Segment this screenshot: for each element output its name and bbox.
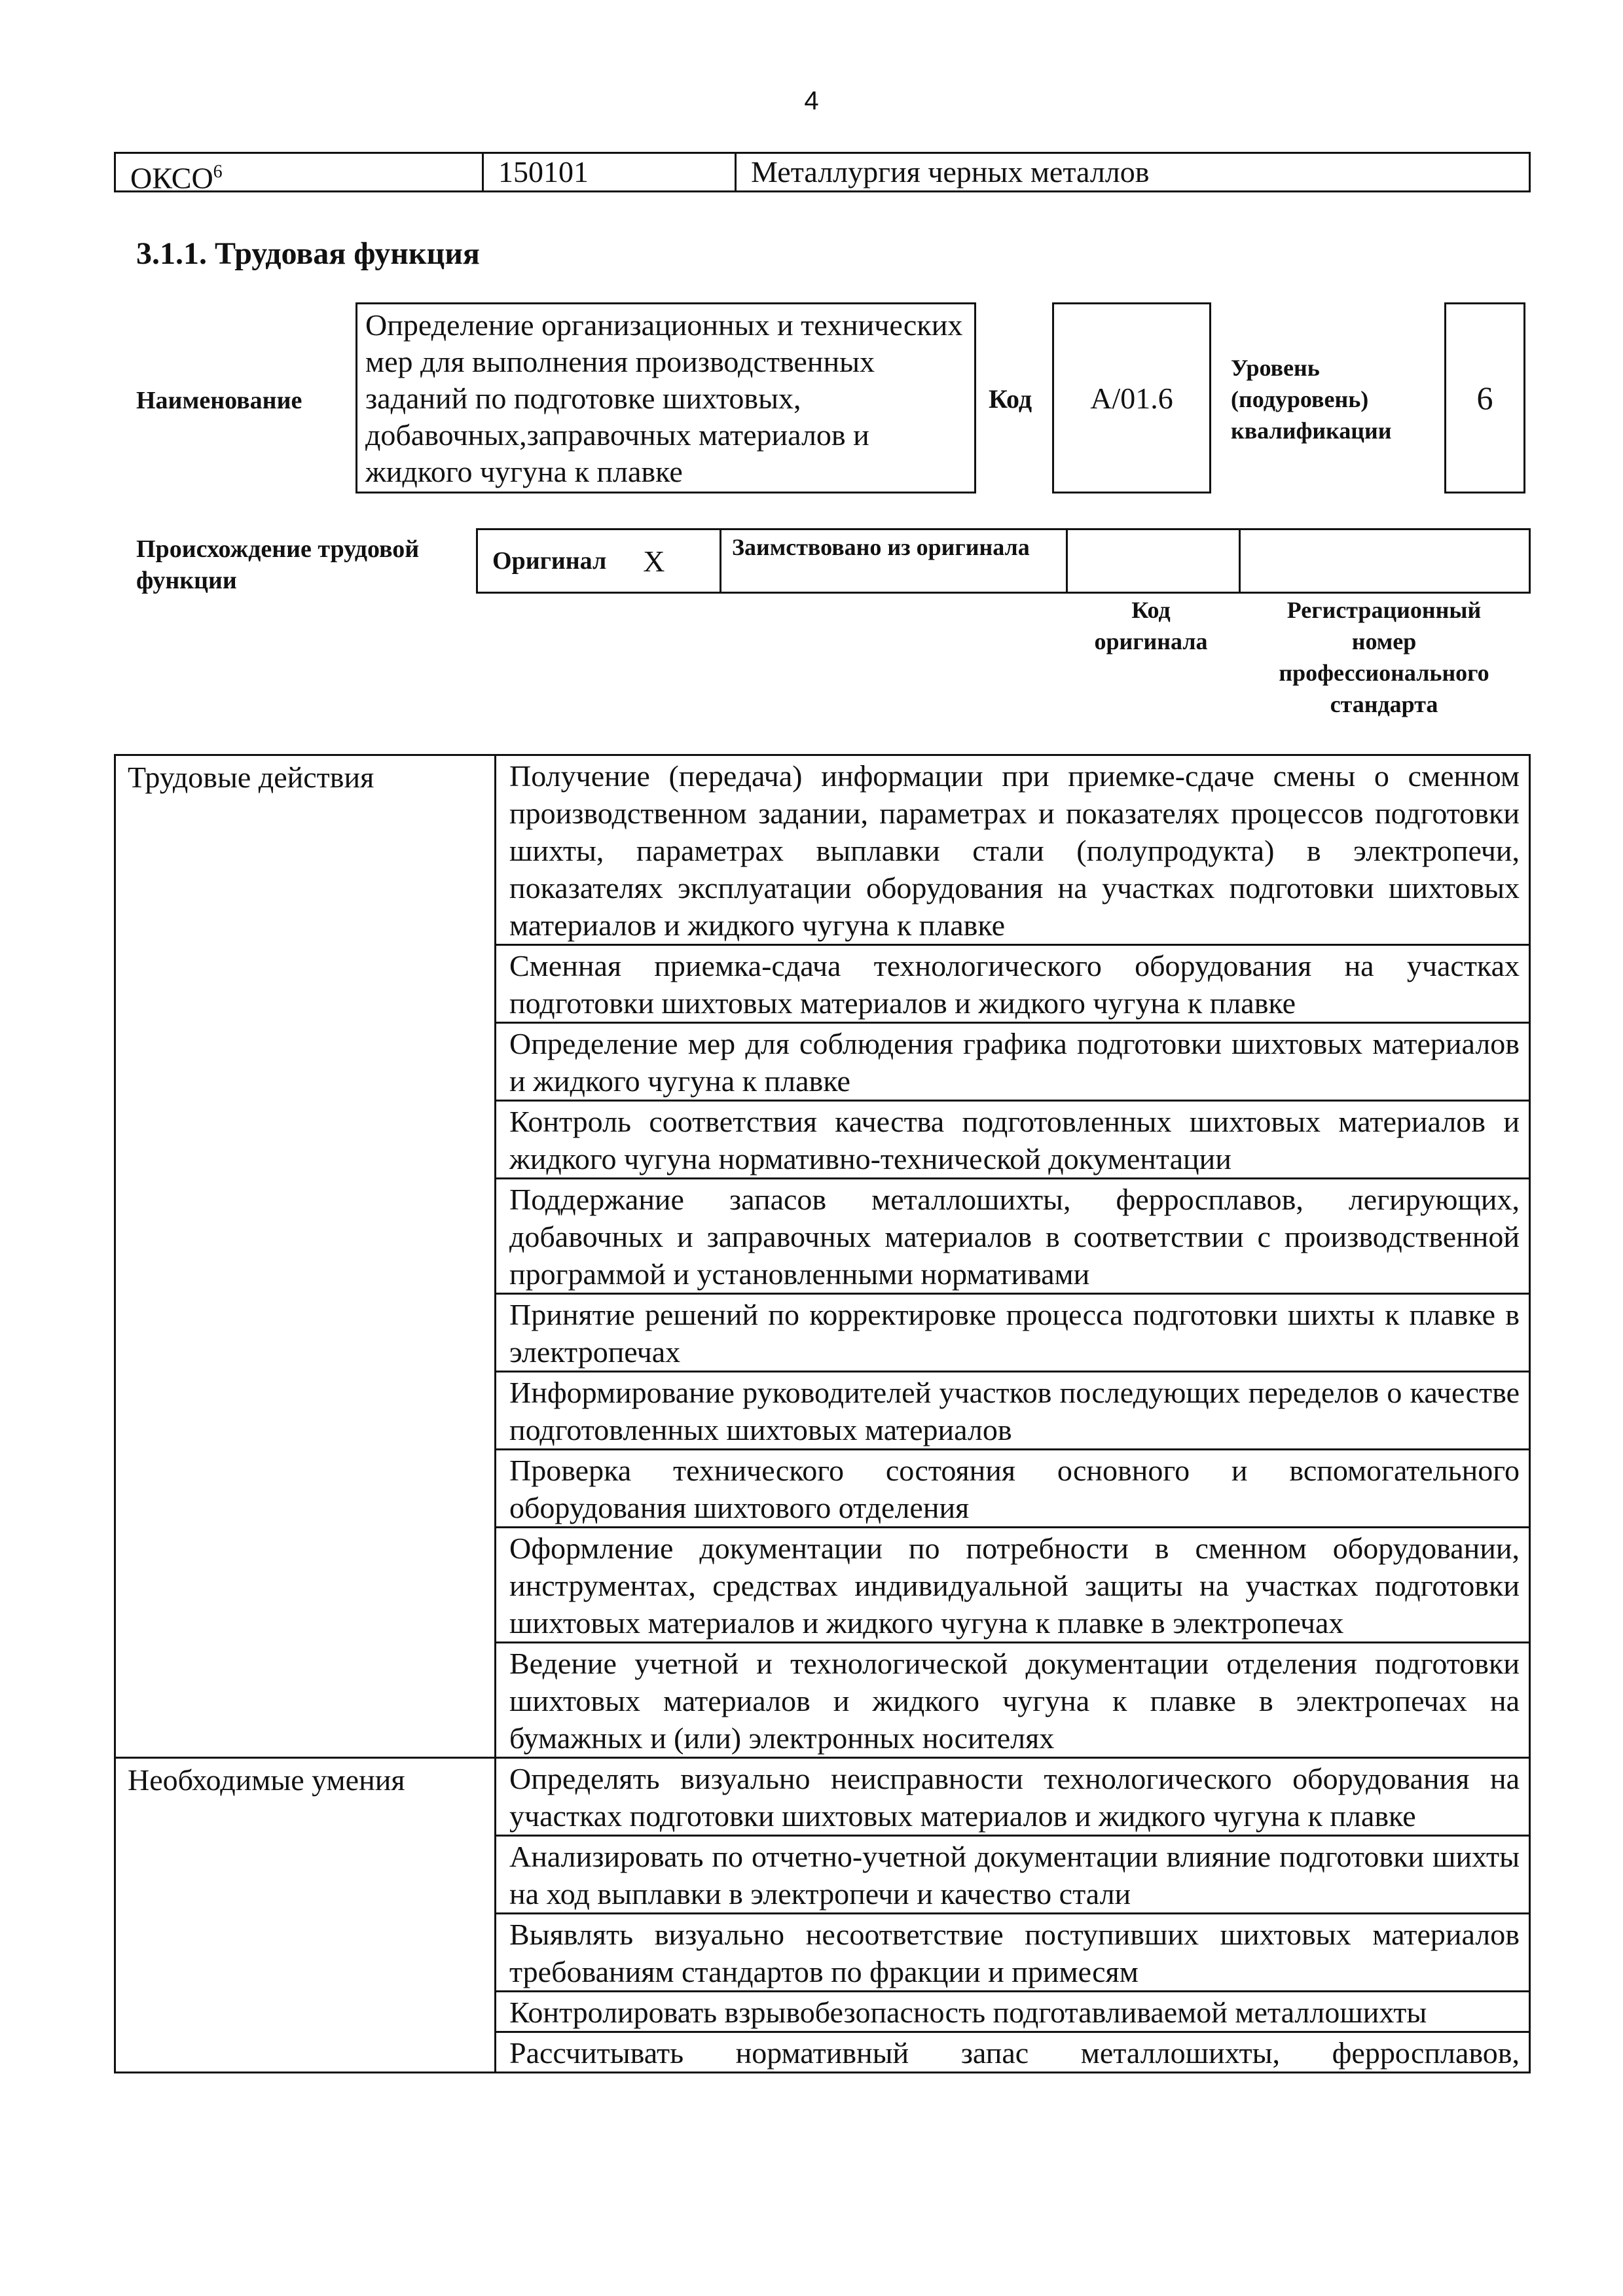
level-label	[1231, 352, 1427, 446]
labor-action-item: Определение мер для соблюдения графика подготовки шихтовых материалов и жидкого чугуна к плавке	[496, 1023, 1530, 1101]
skill-item: Рассчитывать нормативный запас металлошихты, ферросплавов,	[496, 2032, 1530, 2073]
skill-item: Определять визуально неисправности технологического оборудования на участках подготовки шихтовых материалов и жидкого чугуна к плавке	[496, 1758, 1530, 1836]
skill-item: Выявлять визуально несоответствие поступивших шихтовых материалов требованиям стандартов по фракции и примесям	[496, 1914, 1530, 1992]
okso-label: ОКСО	[130, 161, 213, 195]
name-label: Наименование	[136, 387, 302, 414]
page-number: 4	[804, 86, 819, 115]
code-value-text: А/01.6	[1090, 381, 1173, 415]
okso-footnote: 6	[213, 162, 223, 182]
origin-reg-cell	[1241, 530, 1529, 592]
labor-action-item: Принятие решений по корректировке процесса подготовки шихты к плавке в электропечах	[496, 1294, 1530, 1372]
skill-item: Контролировать взрывобезопасность подготавливаемой металлошихты	[496, 1992, 1530, 2032]
labor-action-item: Оформление документации по потребности в сменном оборудовании, инструментах, средствах индивидуальной защиты на участках подготовки шихтовых материалов и жидкого чугуна к плавке в электропечах	[496, 1528, 1530, 1643]
origin-code-caption	[1066, 594, 1236, 657]
labor-action-item: Ведение учетной и технологической документации отделения подготовки шихтовых материалов и жидкого чугуна к плавке в электропечах на бумажных и (или) электронных носителях	[496, 1643, 1530, 1758]
section-title: 3.1.1. Трудовая функция	[136, 236, 480, 271]
required-skills-label: Необходимые умения	[115, 1758, 496, 2073]
labor-action-item: Получение (передача) информации при приемке-сдаче смены о сменном производственном задании, параметрах и показателях процессов подготовки шихты, параметрах выплавки стали (полупродукта) в электропечи, показателях эксплуатации оборудования на участках подготовки шихтовых материалов и жидкого чугуна к плавке	[496, 755, 1530, 945]
code-label: Код	[989, 384, 1032, 414]
labor-action-item: Поддержание запасов металлошихты, ферросплавов, легирующих, добавочных и заправочных материалов в соответствии с производственной программой и установленными нормативами	[496, 1179, 1530, 1294]
origin-code-cell	[1068, 530, 1241, 592]
table-row	[115, 1758, 1530, 1836]
table-row	[115, 755, 1530, 945]
labor-action-item: Контроль соответствия качества подготовленных шихтовых материалов и жидкого чугуна нормативно-технической документации	[496, 1101, 1530, 1179]
labor-action-item: Сменная приемка-сдача технологического оборудования на участках подготовки шихтовых материалов и жидкого чугуна к плавке	[496, 945, 1530, 1023]
okso-name: Металлургия черных металлов	[751, 155, 1150, 188]
origin-reg-caption-text: Регистрационный номер профессионального стандарта	[1279, 597, 1489, 717]
labor-actions-label: Трудовые действия	[115, 755, 496, 1758]
origin-code-caption-text: Код оригинала	[1094, 597, 1208, 655]
origin-original-cell	[478, 530, 721, 592]
origin-borrowed-label: Заимствовано из оригинала	[721, 530, 1068, 592]
labor-action-item: Информирование руководителей участков последующих переделов о качестве подготовленных шихтовых материалов	[496, 1372, 1530, 1450]
origin-original-mark: X	[643, 544, 665, 578]
function-details-table	[114, 754, 1531, 2073]
function-name: Определение организационных и технических мер для выполнения производственных заданий по подготовке шихтовых, добавочных,заправочных материалов и жидкого чугуна к плавке	[356, 302, 976, 493]
code-value	[1052, 302, 1211, 493]
level-value-text: 6	[1476, 380, 1493, 416]
origin-original-label: Оригинал	[492, 547, 607, 575]
level-label-text: Уровень (подуровень) квалификации	[1231, 355, 1392, 444]
origin-reg-caption	[1237, 594, 1531, 720]
labor-action-item: Проверка технического состояния основного и вспомогательного оборудования шихтового отделения	[496, 1450, 1530, 1528]
origin-label	[136, 533, 464, 596]
okso-code: 150101	[484, 154, 737, 190]
okso-label-cell	[116, 154, 484, 195]
level-value	[1444, 302, 1525, 493]
origin-row	[476, 528, 1531, 594]
okso-row	[114, 152, 1531, 195]
skill-item: Анализировать по отчетно-учетной документации влияние подготовки шихты на ход выплавки в электропечи и качество стали	[496, 1836, 1530, 1914]
origin-label-text: Происхождение трудовой функции	[136, 535, 420, 594]
